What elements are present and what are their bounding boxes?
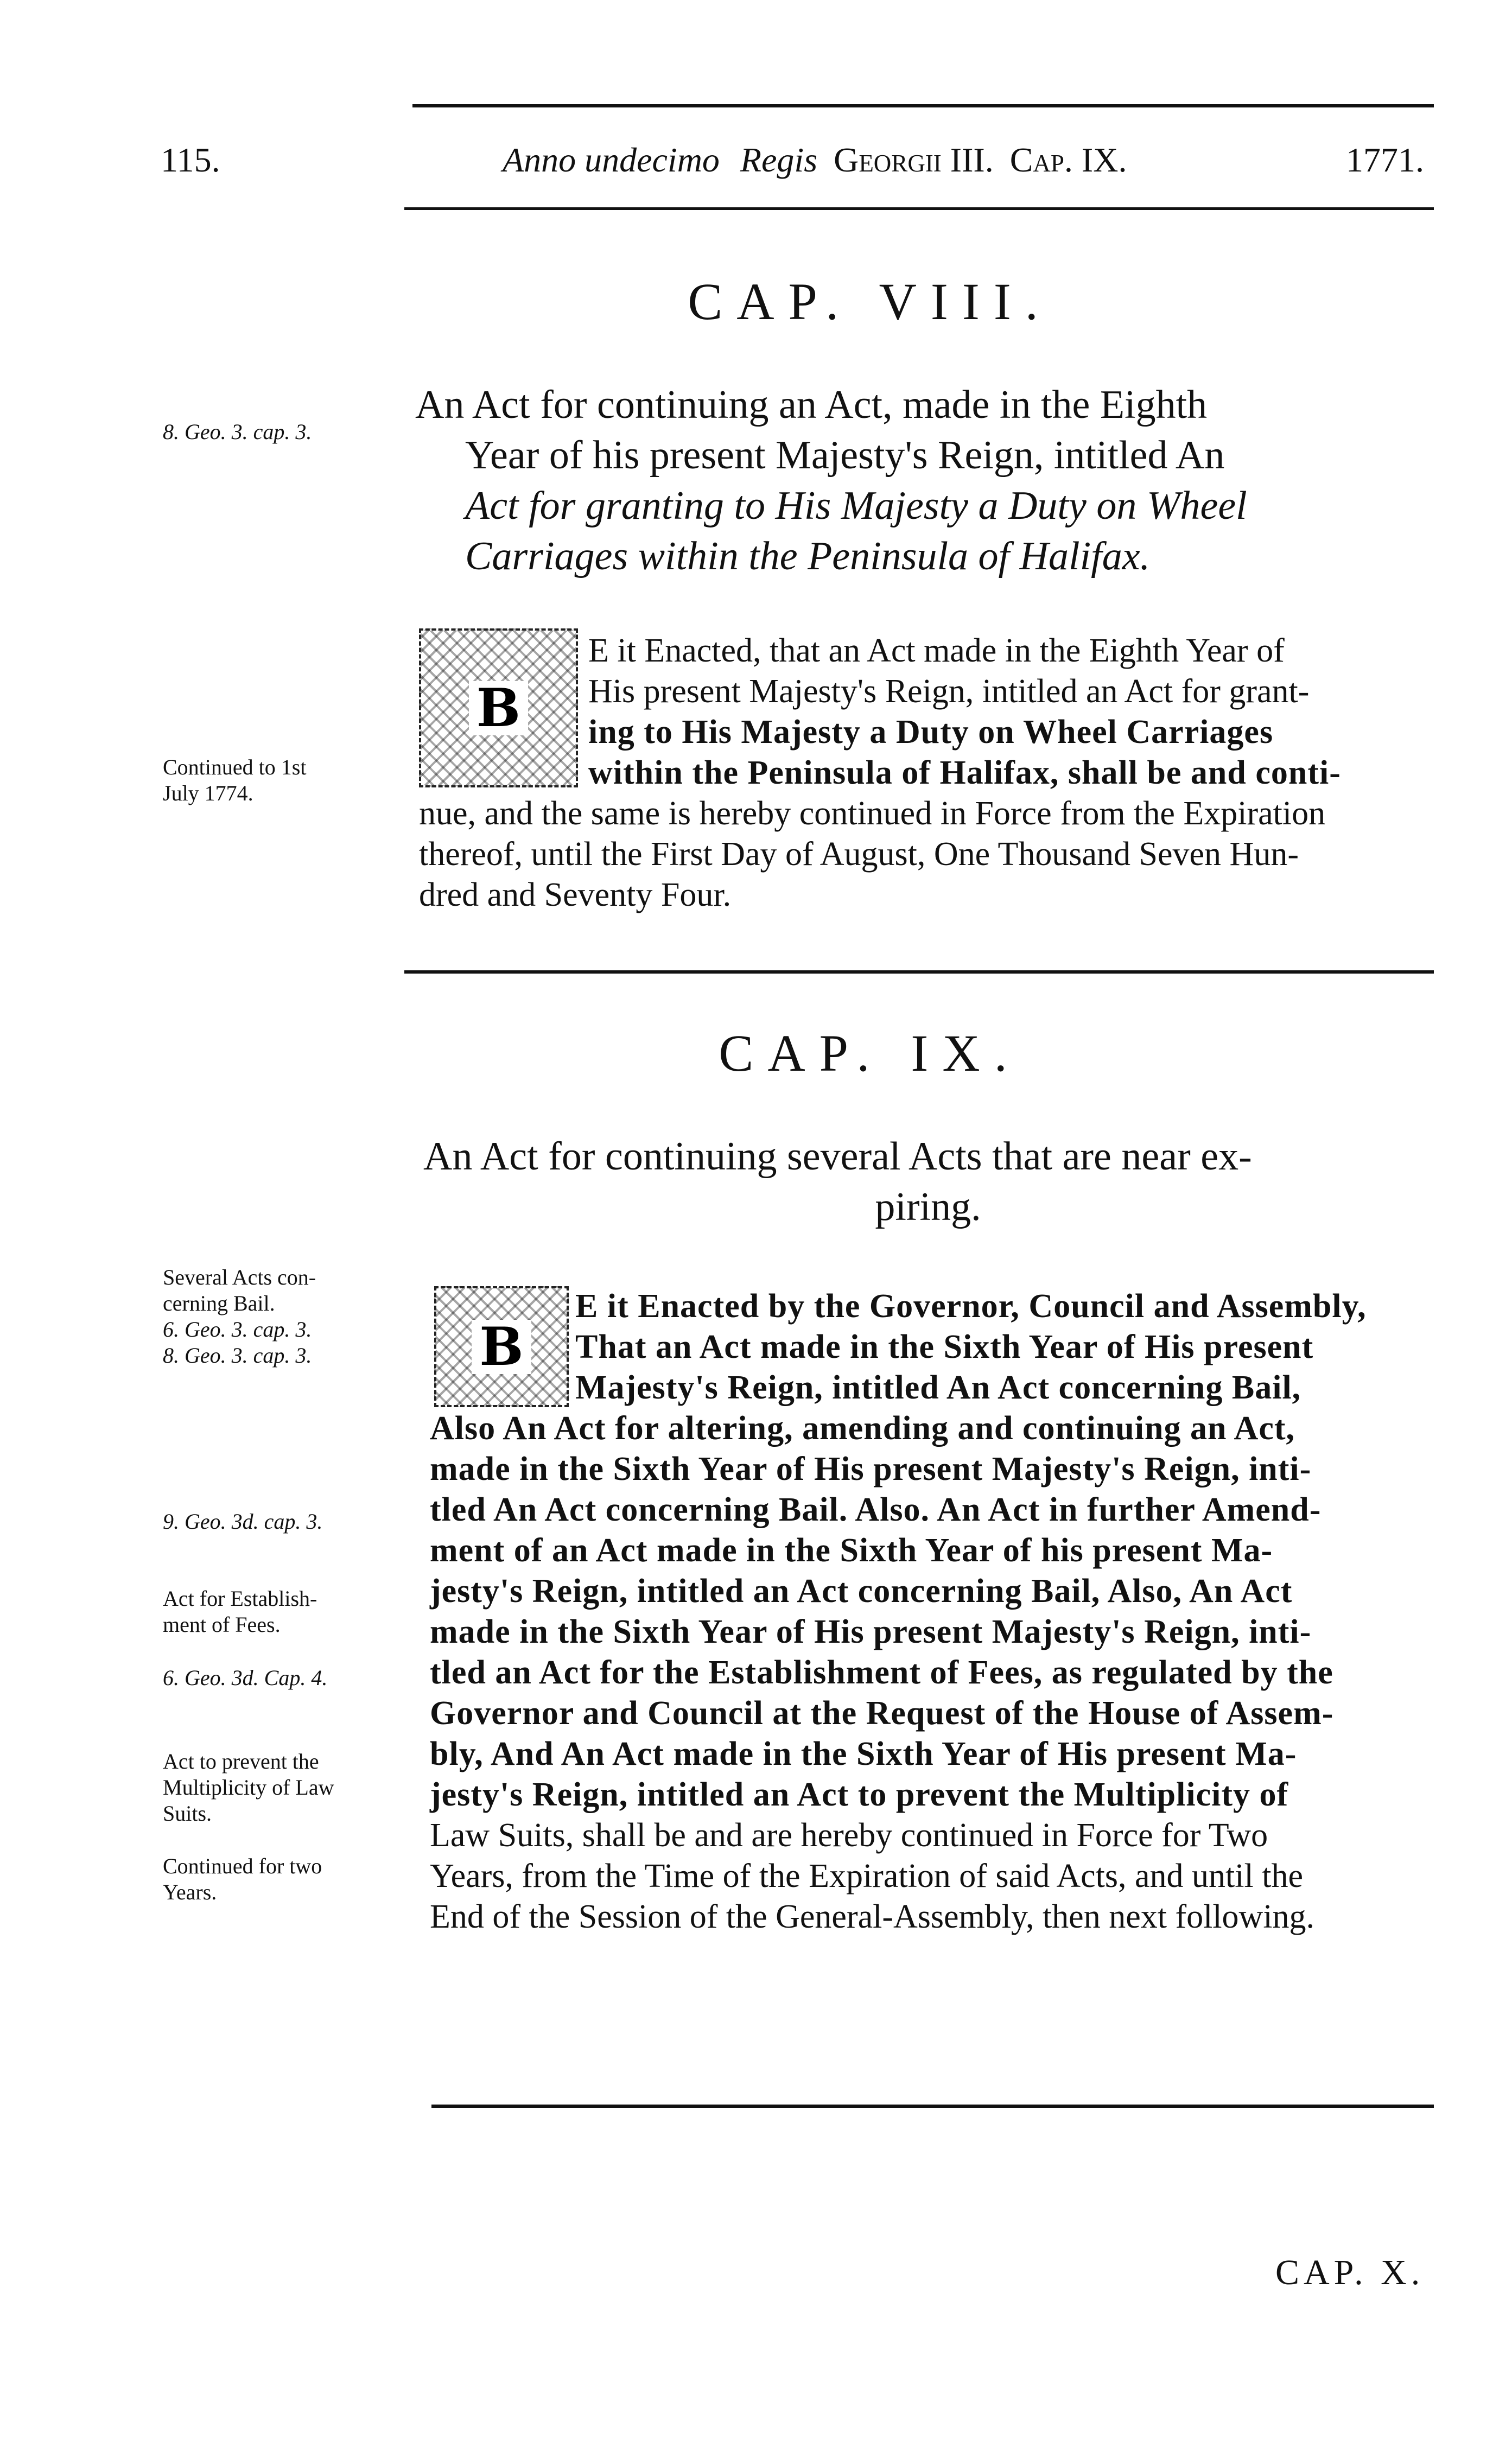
margin-ref-6-geo-3d-cap-4: 6. Geo. 3d. Cap. 4. [163, 1666, 328, 1690]
cap-8-heading: CAP. VIII. [688, 272, 1052, 330]
cap-8-body-line-1: E it Enacted, that an Act made in the Eighth Year of [588, 632, 1285, 669]
margin-continued-line-2: July 1774. [163, 781, 253, 805]
section-divider [404, 970, 1434, 974]
cap-8-title-line-1: An Act for continuing an Act, made in the Eighth [415, 383, 1208, 427]
cap-9-body-line-8: jesty's Reign, intitled an Act concerning Bail, Also, An Act [430, 1573, 1293, 1610]
cap-8-title-line-3: Act for granting to His Majesty a Duty on Wheel [465, 484, 1247, 528]
margin-multiplicity-line-2: Multiplicity of Law [163, 1775, 334, 1800]
cap-9-body-line-1: E it Enacted by the Governor, Council and Assembly, [575, 1288, 1367, 1325]
cap-8-body-line-6: thereof, until the First Day of August, One Thousand Seven Hun- [419, 836, 1299, 873]
page-year: 1771. [1346, 141, 1424, 179]
running-title [503, 138, 1127, 182]
cap-8-body [419, 631, 1434, 916]
margin-several-acts-line-2: cerning Bail. [163, 1291, 275, 1315]
cap-8-margin-continued [163, 754, 412, 806]
cap-9-body-line-12: bly, And An Act made in the Sixth Year of His present Ma- [430, 1736, 1297, 1772]
cap-9-body-line-16: End of the Session of the General-Assembly, then next following. [430, 1898, 1315, 1935]
cap-9-title-line-2: piring. [875, 1185, 981, 1229]
header-top-rule [412, 104, 1434, 107]
margin-fees-line-2: ment of Fees. [163, 1612, 281, 1637]
cap-9-body-line-15: Years, from the Time of the Expiration of said Acts, and until the [430, 1858, 1303, 1895]
margin-ref-8-geo-3: 8. Geo. 3. cap. 3. [163, 419, 312, 444]
cap-9-body-line-3: Majesty's Reign, intitled An Act concerning Bail, [575, 1369, 1301, 1406]
margin-multiplicity [163, 1749, 412, 1827]
cap-9-body-line-13: jesty's Reign, intitled an Act to prevent the Multiplicity of [430, 1776, 1289, 1813]
cap-9-body-line-7: ment of an Act made in the Sixth Year of his present Ma- [430, 1532, 1273, 1569]
cap-9-body-line-10: tled an Act for the Establishment of Fees, as regulated by the [430, 1654, 1333, 1691]
margin-ref-6-geo-3: 6. Geo. 3. cap. 3. [163, 1317, 312, 1342]
cap-9-body [430, 1286, 1434, 1937]
margin-ref-8-geo-3-cap9: 8. Geo. 3. cap. 3. [163, 1343, 312, 1368]
cap-9-body-line-11: Governor and Council at the Request of the House of Assem- [430, 1695, 1334, 1732]
cap-9-title-line-1: An Act for continuing several Acts that are near ex- [423, 1134, 1252, 1179]
cap-8-body-line-2: His present Majesty's Reign, intitled an Act for grant- [588, 673, 1310, 710]
catchword: CAP. X. [1275, 2253, 1425, 2292]
margin-continued-two-years-line-1: Continued for two [163, 1854, 322, 1878]
cap-9-heading: CAP. IX. [719, 1024, 1021, 1082]
cap-8-body-line-3: ing to His Majesty a Duty on Wheel Carriages [588, 714, 1274, 751]
cap-9-body-line-9: made in the Sixth Year of His present Majesty's Reign, inti- [430, 1613, 1312, 1650]
margin-ref-6-4 [163, 1665, 412, 1691]
cap-8-title-line-2: Year of his present Majesty's Reign, intitled An [465, 433, 1225, 478]
cap-9-body-line-6: tled An Act concerning Bail. Also. An Act in further Amend- [430, 1491, 1322, 1528]
running-title-king: Georgii III. [834, 141, 994, 179]
cap-9-body-line-14: Law Suits, shall be and are hereby continued in Force for Two [430, 1817, 1268, 1854]
cap-8-body-line-5: nue, and the same is hereby continued in Force from the Expiration [419, 795, 1326, 832]
running-title-regis: Regis [740, 141, 818, 179]
cap-9-body-line-5: made in the Sixth Year of His present Majesty's Reign, inti- [430, 1451, 1312, 1488]
cap-9-title [423, 1131, 1433, 1232]
cap-8-title [415, 380, 1247, 582]
margin-several-acts-line-1: Several Acts con- [163, 1265, 316, 1289]
margin-fees [163, 1586, 412, 1638]
margin-multiplicity-line-1: Act to prevent the [163, 1749, 319, 1773]
margin-continued-two-years-line-2: Years. [163, 1880, 217, 1904]
cap-8-body-line-7: dred and Seventy Four. [419, 876, 732, 913]
margin-several-acts [163, 1264, 412, 1369]
header-bottom-rule [404, 207, 1434, 210]
cap-8-margin-reference [163, 419, 412, 445]
margin-continued-two-years [163, 1853, 412, 1905]
margin-ref-9-geo-3d: 9. Geo. 3d. cap. 3. [163, 1509, 323, 1534]
margin-multiplicity-line-3: Suits. [163, 1801, 212, 1826]
margin-continued-line-1: Continued to 1st [163, 755, 307, 779]
bottom-rule [431, 2105, 1434, 2108]
margin-ref-9 [163, 1509, 412, 1535]
cap-9-drop-cap-letter: B [472, 1320, 531, 1374]
page-number: 115. [161, 141, 220, 179]
running-title-cap: Cap. IX. [1009, 141, 1127, 179]
cap-9-body-line-4: Also An Act for altering, amending and continuing an Act, [430, 1410, 1295, 1447]
cap-8-drop-cap-letter: B [469, 681, 528, 735]
cap-8-body-line-4: within the Peninsula of Halifax, shall be and conti- [588, 754, 1341, 791]
cap-9-body-line-2: That an Act made in the Sixth Year of His present [575, 1328, 1314, 1365]
running-title-prefix: Anno undecimo [503, 141, 720, 179]
cap-8-title-line-4: Carriages within the Peninsula of Halifax. [465, 534, 1151, 579]
margin-fees-line-1: Act for Establish- [163, 1586, 317, 1611]
